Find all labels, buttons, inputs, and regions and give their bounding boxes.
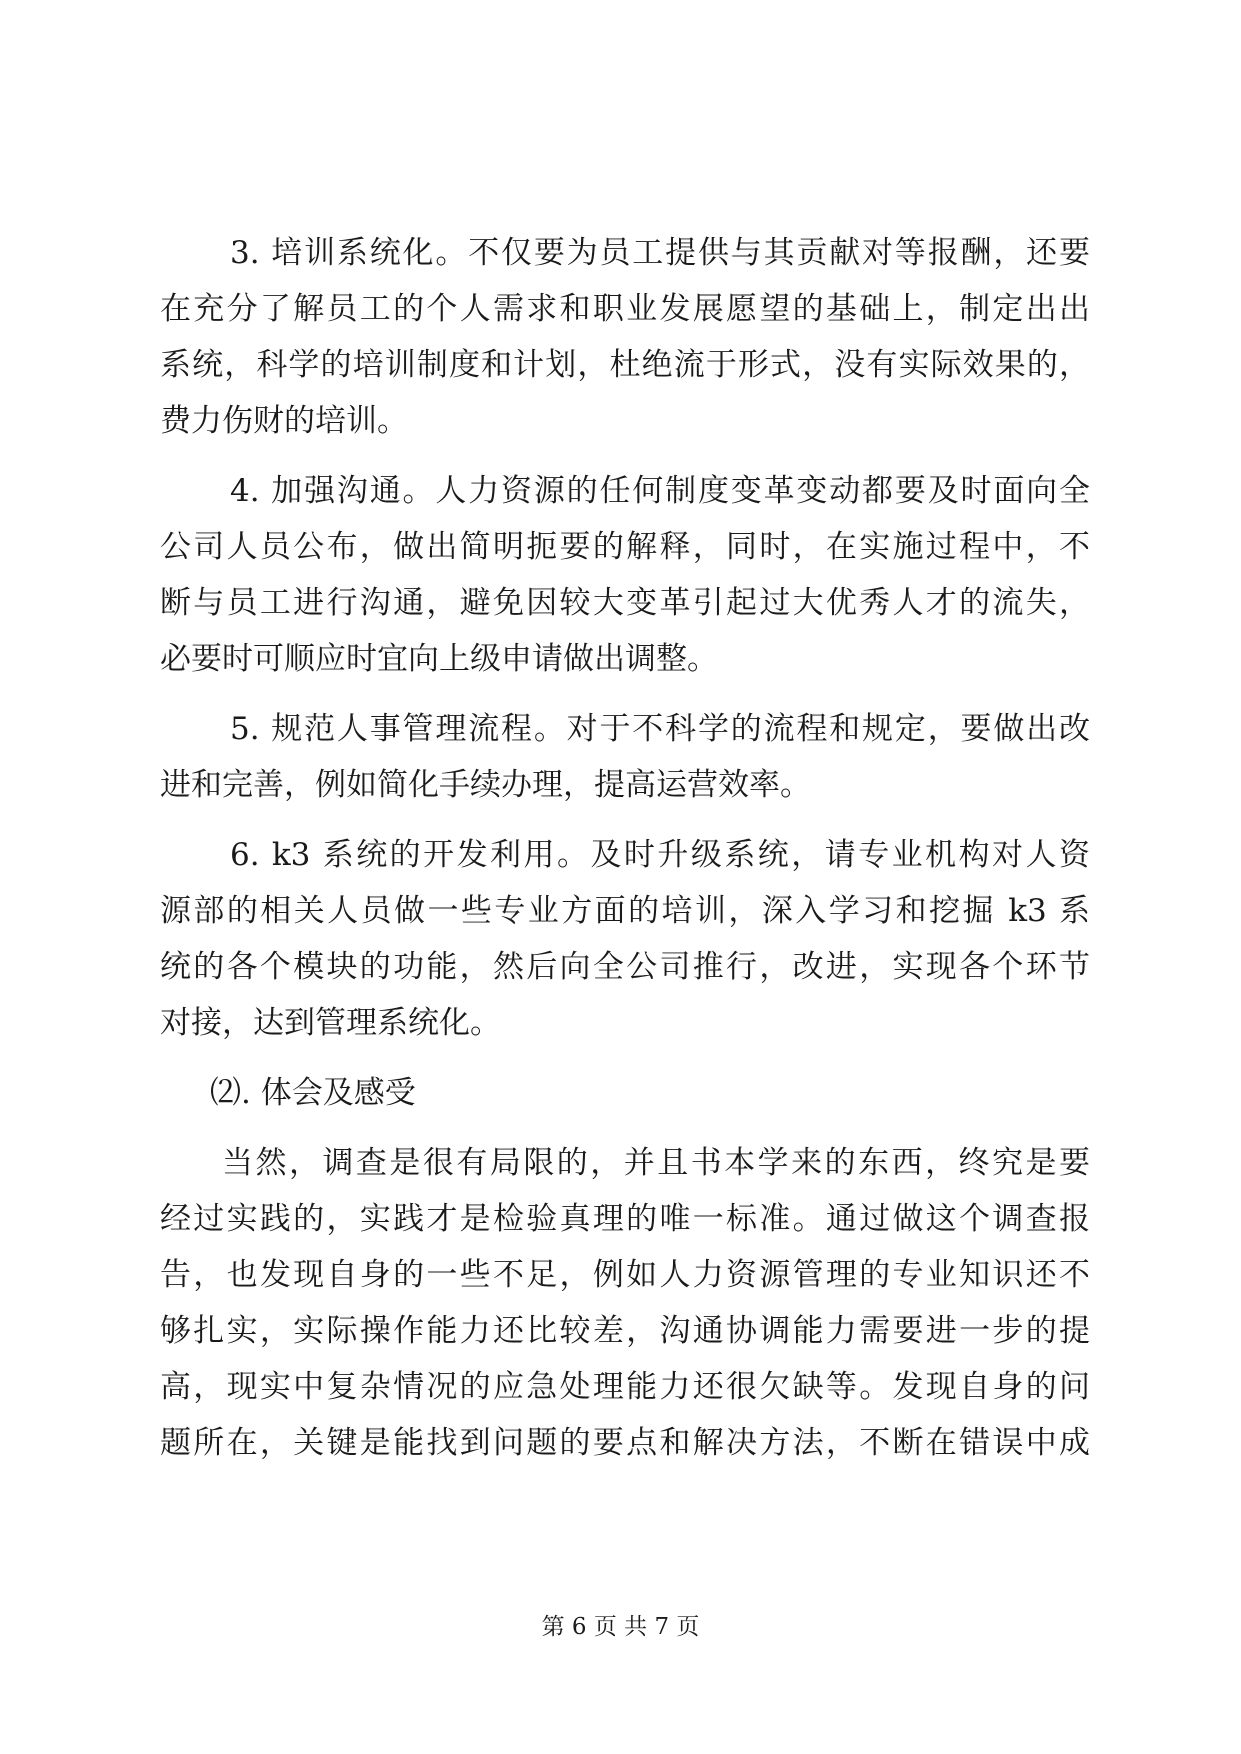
paragraph-line: 系统，科学的培训制度和计划，杜绝流于形式，没有实际效果的，	[160, 347, 1090, 383]
paragraph-line: 费力伤财的培训。	[160, 403, 408, 439]
page-footer	[0, 1612, 1241, 1642]
paragraph-line: 高，现实中复杂情况的应急处理能力还很欠缺等。发现自身的问	[160, 1369, 1090, 1405]
paragraph-4	[160, 463, 1090, 687]
paragraph-7	[160, 1135, 1090, 1471]
paragraph-line: 公司人员公布，做出简明扼要的解释，同时，在实施过程中，不	[160, 529, 1090, 565]
paragraph-6	[160, 827, 1090, 1051]
section-heading-text: ⑵. 体会及感受	[210, 1075, 416, 1111]
paragraph-line: 断与员工进行沟通，避免因较大变革引起过大优秀人才的流失，	[160, 585, 1090, 621]
paragraph-line: 告，也发现自身的一些不足，例如人力资源管理的专业知识还不	[160, 1257, 1090, 1293]
paragraph-3	[160, 225, 1090, 449]
section-heading	[160, 1065, 1090, 1121]
paragraph-line: 统的各个模块的功能，然后向全公司推行，改进，实现各个环节	[160, 949, 1090, 985]
paragraph-line: 6. k3 系统的开发利用。及时升级系统，请专业机构对人资	[230, 837, 1090, 873]
paragraph-5	[160, 701, 1090, 813]
page-number-label: 第 6 页 共 7 页	[541, 1614, 700, 1640]
paragraph-line: 进和完善，例如简化手续办理，提高运营效率。	[160, 767, 811, 803]
paragraph-line: 源部的相关人员做一些专业方面的培训，深入学习和挖掘 k3 系	[160, 893, 1090, 929]
paragraph-line: 3. 培训系统化。不仅要为员工提供与其贡献对等报酬，还要	[230, 235, 1090, 271]
document-body	[160, 225, 1090, 1471]
paragraph-line: 必要时可顺应时宜向上级申请做出调整。	[160, 641, 718, 677]
paragraph-line: 够扎实，实际操作能力还比较差，沟通协调能力需要进一步的提	[160, 1313, 1090, 1349]
paragraph-line: 在充分了解员工的个人需求和职业发展愿望的基础上，制定出出	[160, 291, 1090, 327]
paragraph-line: 5. 规范人事管理流程。对于不科学的流程和规定，要做出改	[230, 711, 1090, 747]
paragraph-line: 题所在，关键是能找到问题的要点和解决方法，不断在错误中成	[160, 1425, 1090, 1461]
paragraph-line: 经过实践的，实践才是检验真理的唯一标准。通过做这个调查报	[160, 1201, 1090, 1237]
paragraph-line: 对接，达到管理系统化。	[160, 1005, 501, 1041]
paragraph-line: 4. 加强沟通。人力资源的任何制度变革变动都要及时面向全	[230, 473, 1090, 509]
paragraph-line: 当然，调查是很有局限的，并且书本学来的东西，终究是要	[222, 1145, 1090, 1181]
